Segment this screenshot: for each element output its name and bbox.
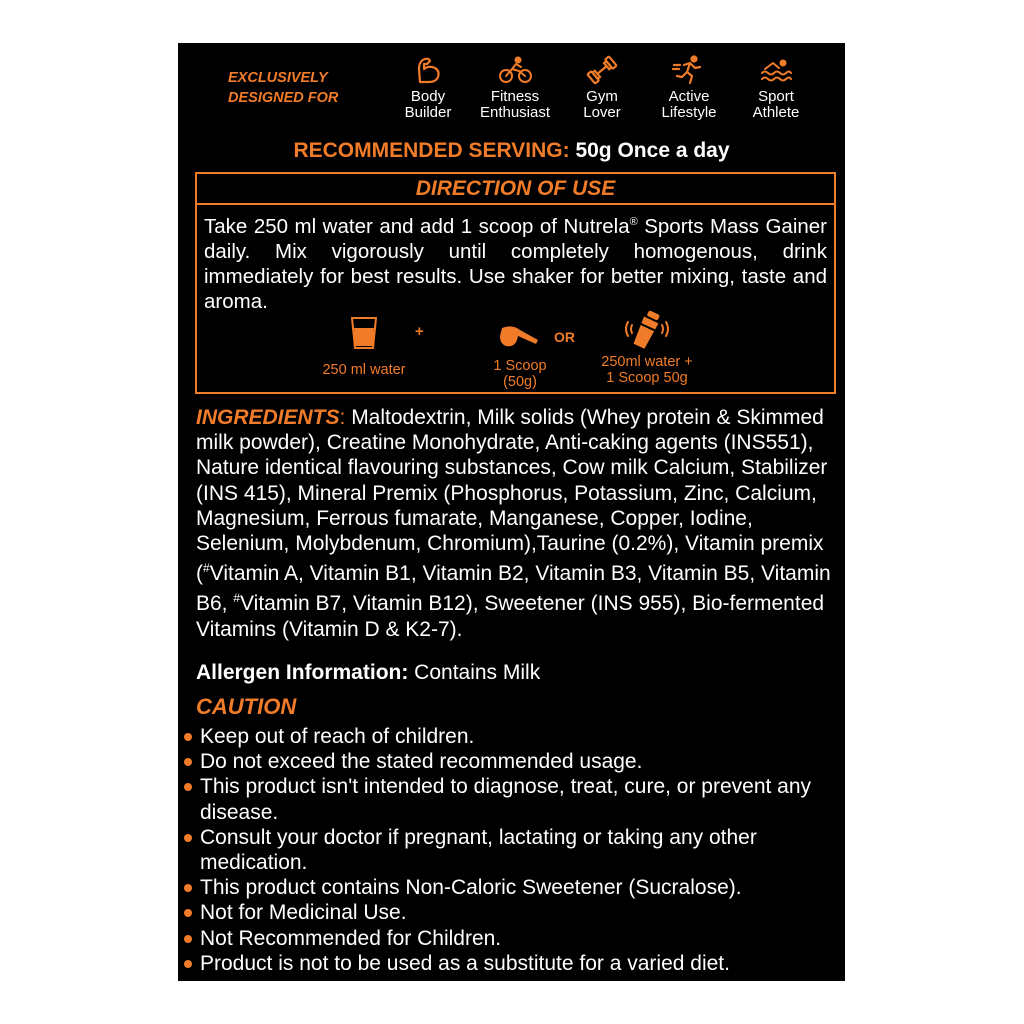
- ingredients-text-3: Vitamin B7, Vitamin B12), Sweetener (INS 955), Bio-fermented Vitamins (Vitamin D & K2-7).: [196, 592, 825, 641]
- caution-item-text: This product contains Non-Caloric Sweetener (Sucralose).: [200, 876, 742, 900]
- direction-text-part1: Take 250 ml water and add 1 scoop of Nutrela: [204, 214, 630, 238]
- bullet-icon: [184, 834, 192, 842]
- glass-of-water-icon: [350, 316, 378, 350]
- bullet-icon: [184, 783, 192, 791]
- user-label-line1: Gym: [586, 88, 618, 105]
- ingredients-heading: INGREDIENTS: [196, 406, 340, 429]
- user-label-line1: Sport: [758, 88, 794, 105]
- user-active-lifestyle: [639, 55, 739, 121]
- user-label-line1: Active: [668, 88, 710, 105]
- exclusive-line-2: DESIGNED FOR: [228, 90, 339, 106]
- caution-item: [184, 875, 844, 900]
- runner-icon: [672, 55, 706, 85]
- cyclist-icon: [498, 55, 532, 85]
- ingredients-colon: :: [339, 406, 346, 429]
- direction-of-use-box: [195, 172, 836, 394]
- caution-item: [184, 951, 844, 976]
- caution-item: [184, 774, 844, 824]
- user-label-line1: Body: [410, 88, 446, 105]
- direction-text-part2: Sports Mass Gainer daily. Mix vigorously until completely homogenous, drink immediately for best results. Use shaker for better mixing, taste and aroma.: [204, 214, 828, 313]
- swimmer-icon: [759, 55, 793, 85]
- bullet-icon: [184, 758, 192, 766]
- step-scoop-label-2: (50g): [503, 374, 537, 390]
- caution-item-text: Keep out of reach of children.: [200, 725, 475, 748]
- serving-value: 50g Once a day: [575, 139, 730, 162]
- user-sport-athlete: [726, 55, 826, 121]
- step-shaker: [587, 308, 707, 386]
- caution-item-text: Not for Medicinal Use.: [200, 901, 407, 925]
- allergen-label: Allergen Information:: [196, 661, 409, 684]
- dumbbell-icon: [585, 55, 619, 85]
- bullet-icon: [184, 960, 192, 968]
- bullet-icon: [184, 909, 192, 917]
- user-label-line2: Enthusiast: [479, 104, 551, 121]
- user-label-line2: Lifestyle: [661, 104, 717, 121]
- allergen-information: [196, 660, 540, 685]
- user-label-line2: Builder: [404, 104, 452, 121]
- or-separator: OR: [554, 329, 575, 345]
- plus-sign: +: [415, 323, 424, 340]
- direction-text: [197, 205, 834, 314]
- ingredients-text-2: Vitamin A, Vitamin B1, Vitamin B2, Vitamin B3, Vitamin B5, Vitamin B6,: [196, 562, 831, 616]
- flexed-arm-icon: [411, 55, 445, 85]
- ingredients-paragraph: [196, 405, 836, 642]
- caution-item: [184, 926, 844, 951]
- exclusively-designed-for-label: [228, 68, 358, 108]
- recommended-serving: [178, 139, 845, 163]
- user-label-line2: Lover: [583, 104, 621, 121]
- exclusive-line-1: EXCLUSIVELY: [228, 70, 328, 86]
- hash-mark-1: #: [203, 561, 210, 576]
- shaker-icon: [622, 308, 672, 350]
- caution-item-text: Consult your doctor if pregnant, lactating or taking any other medication.: [200, 825, 757, 875]
- caution-item: [184, 900, 844, 925]
- caution-item: [184, 825, 844, 875]
- allergen-value: Contains Milk: [408, 661, 541, 684]
- label-panel: [178, 43, 845, 981]
- caution-list: [184, 724, 844, 976]
- caution-item-text: Do not exceed the stated recommended usage.: [200, 750, 643, 774]
- bullet-icon: [184, 733, 192, 741]
- scoop-icon: [498, 322, 542, 352]
- registered-mark: ®: [629, 216, 638, 228]
- bullet-icon: [184, 884, 192, 892]
- caution-item: [184, 724, 844, 749]
- user-label-line1: Fitness: [490, 88, 540, 105]
- step-scoop-label-1: 1 Scoop: [493, 358, 547, 374]
- caution-item-text: Product is not to be used as a substitute for a varied diet.: [200, 951, 730, 975]
- ingredients-text-1: Maltodextrin, Milk solids (Whey protein & Skimmed milk powder), Creatine Monohydrate, Anti-caking agents (INS551), Nature identical flavouring substances, Cow milk Calcium, Stabilizer (INS 415), Mineral Premix (Phosphorus, Potassium, Zinc, Calcium, Magnesium, Ferrous fumarate, Manganese, Copper, Iodine, Selenium, Molybdenum, Chromium),Taurine (0.2%), Vitamin premix (: [196, 406, 828, 586]
- caution-heading: CAUTION: [196, 694, 297, 719]
- step-water-label: 250 ml water: [322, 362, 406, 378]
- step-shaker-label-1: 250ml water +: [601, 354, 693, 370]
- user-fitness-enthusiast: [465, 55, 565, 121]
- user-body-builder: [378, 55, 478, 121]
- caution-item: [184, 749, 844, 774]
- bullet-icon: [184, 935, 192, 943]
- caution-item-text: Not Recommended for Children.: [200, 926, 502, 950]
- user-label-line2: Athlete: [752, 104, 800, 121]
- step-shaker-label-2: 1 Scoop 50g: [606, 370, 688, 386]
- step-water: [309, 316, 419, 378]
- serving-label: RECOMMENDED SERVING:: [293, 139, 570, 162]
- user-gym-lover: [552, 55, 652, 121]
- caution-item-text: This product isn't intended to diagnose, treat, cure, or prevent any disease.: [200, 775, 812, 824]
- direction-title: DIRECTION OF USE: [197, 174, 834, 205]
- hash-mark-2: #: [233, 591, 241, 606]
